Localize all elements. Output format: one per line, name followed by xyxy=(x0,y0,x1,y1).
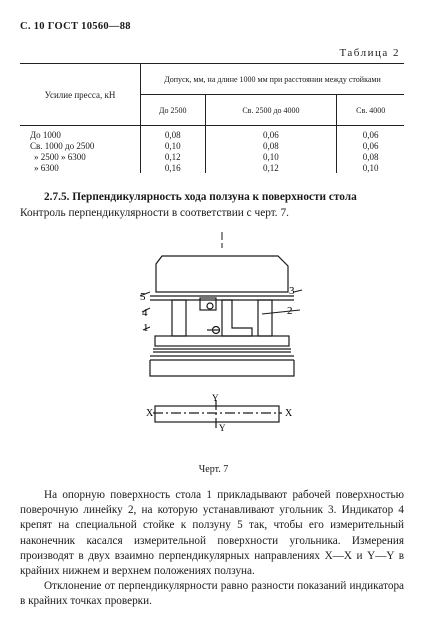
label-4: 4 xyxy=(142,307,148,319)
body-text xyxy=(20,488,404,610)
axis-y-top: Y xyxy=(212,393,219,403)
tolerance-table xyxy=(20,63,404,173)
cell: 0,08 xyxy=(205,140,337,151)
cell: 0,16 xyxy=(141,162,206,173)
table-plate xyxy=(155,336,289,346)
paragraph: На опорную поверхность стола 1 прикладывают рабочей поверхностью поверочную линейку 2, на которую устанавливают угольник 3. Индикатор 4 крепят на специальной стойке к ползуну 5 так, чтобы его измерительный наконечник касался измерительной поверхности угольника. Измерения производят в двух взаимно перпендикулярных направлениях X—X и Y—Y в крайних нижнем и верхнем положениях ползуна. xyxy=(20,489,404,578)
label-1: 1 xyxy=(143,322,149,334)
table-base xyxy=(150,360,294,376)
col-force-header: Усилие пресса, кН xyxy=(44,89,116,100)
cell: 0,08 xyxy=(141,126,206,141)
cell: 0,06 xyxy=(337,140,404,151)
row-force: » 6300 xyxy=(34,162,59,173)
cell: 0,10 xyxy=(337,162,404,173)
row-force: » 2500 » 6300 xyxy=(34,151,86,162)
label-5: 5 xyxy=(140,291,146,303)
axis-x-left: X xyxy=(146,408,154,419)
cell: 0,10 xyxy=(205,151,337,162)
cell: 0,12 xyxy=(205,162,337,173)
table-caption: Таблица 2 xyxy=(339,47,400,59)
figure-7-drawing xyxy=(0,230,427,460)
axis-x-right: X xyxy=(285,408,293,419)
row-force: Св. 1000 до 2500 xyxy=(30,140,95,151)
figure-caption: Черт. 7 xyxy=(198,464,229,475)
plan-view-rect xyxy=(155,406,279,422)
section-title: 2.7.5. Перпендикулярность хода ползуна к поверхности стола xyxy=(44,191,357,203)
row-force: До 1000 xyxy=(30,129,61,140)
axis-y-bottom: Y xyxy=(219,423,226,433)
page-header: С. 10 ГОСТ 10560—88 xyxy=(20,21,131,32)
section-text: Контроль перпендикулярности в соответствии с черт. 7. xyxy=(20,206,289,219)
section-2-7-5 xyxy=(20,190,407,221)
label-2: 2 xyxy=(287,305,293,317)
subcol-1: Св. 2500 до 4000 xyxy=(205,95,337,126)
cell: 0,08 xyxy=(337,151,404,162)
label-3: 3 xyxy=(289,285,295,297)
square xyxy=(222,300,252,336)
col-tolerance-header: Допуск, мм, на длине 1000 мм при расстоянии между стойками xyxy=(141,64,405,95)
cell: 0,06 xyxy=(205,126,337,141)
slide-body xyxy=(156,256,288,292)
subcol-0: До 2500 xyxy=(141,95,206,126)
paragraph: Отклонение от перпендикулярности равно разности показаний индикатора в крайних точках проверки. xyxy=(20,580,404,608)
cell: 0,12 xyxy=(141,151,206,162)
cell: 0,10 xyxy=(141,140,206,151)
cell: 0,06 xyxy=(337,126,404,141)
subcol-2: Св. 4000 xyxy=(337,95,404,126)
